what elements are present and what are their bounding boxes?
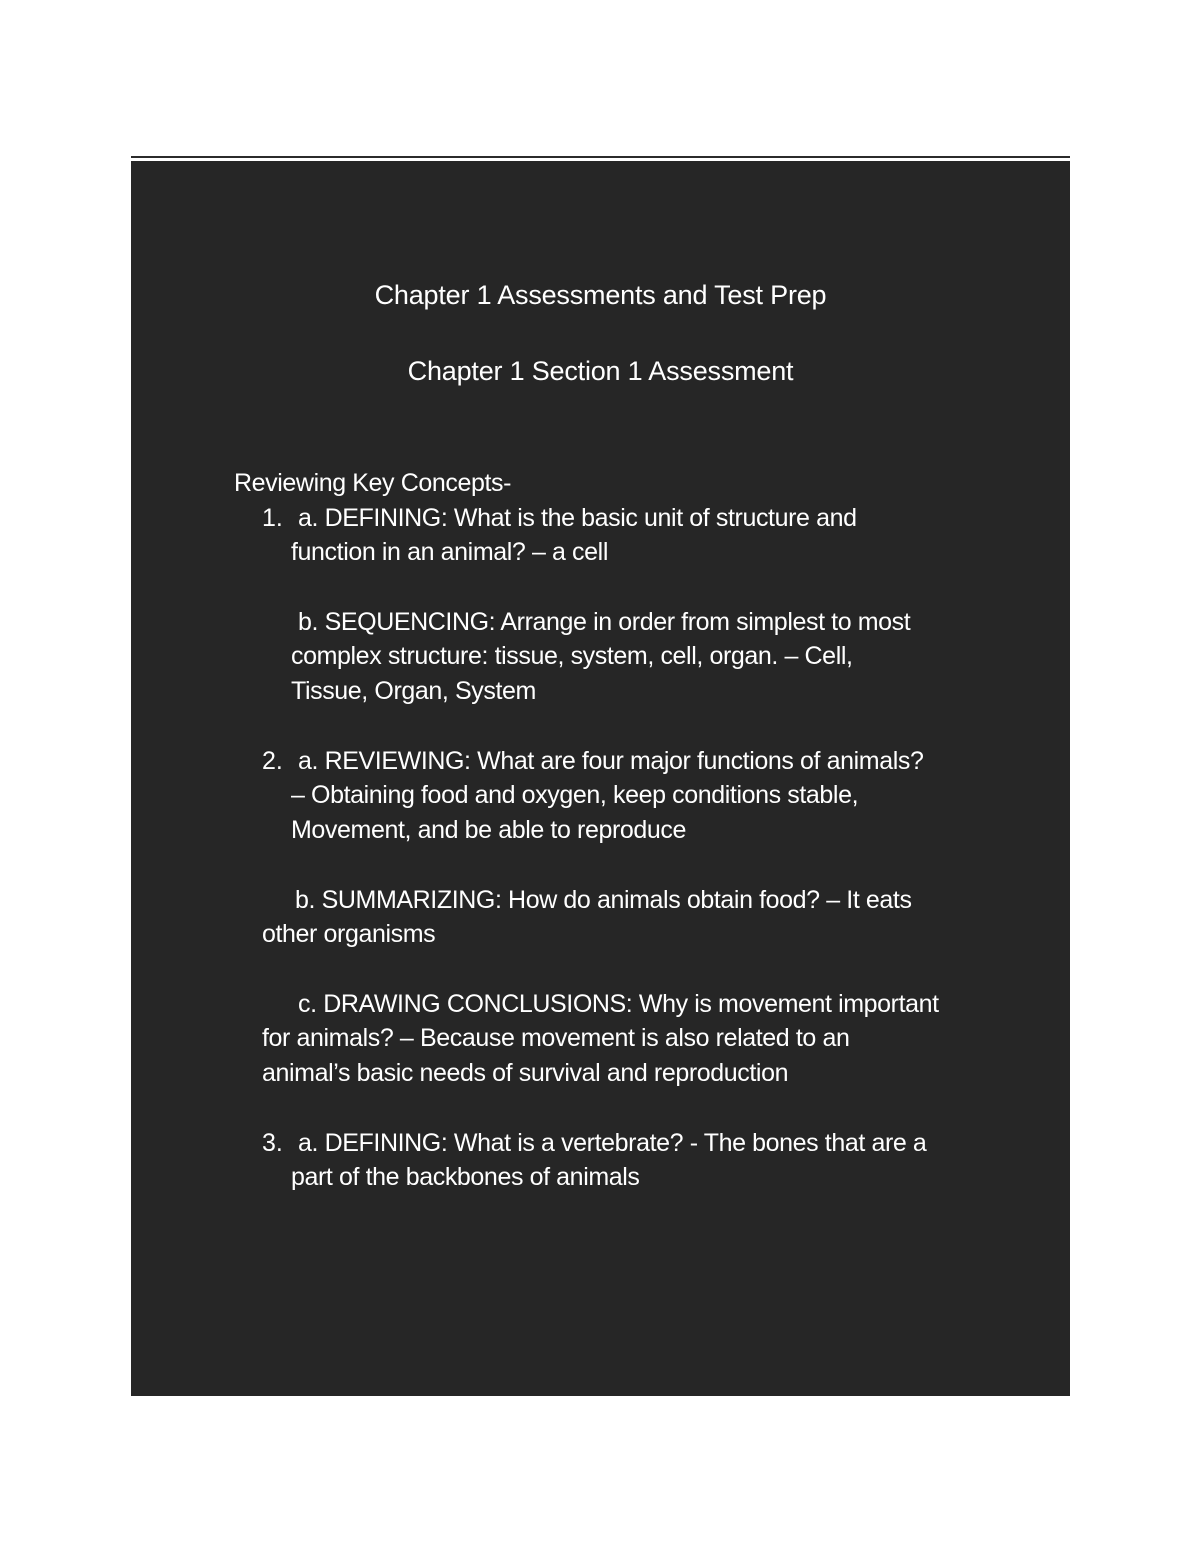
question-1b-line-3: Tissue, Organ, System	[291, 677, 536, 705]
question-2-number: 2.	[262, 747, 283, 775]
question-1a-line-2: function in an animal? – a cell	[291, 538, 608, 566]
section-heading: Reviewing Key Concepts-	[234, 469, 512, 497]
question-2a-line-2: – Obtaining food and oxygen, keep conditions stable,	[291, 781, 859, 809]
question-1a-line-1: a. DEFINING: What is the basic unit of structure and	[298, 504, 857, 532]
question-2a-line-1: a. REVIEWING: What are four major functions of animals?	[298, 747, 924, 775]
question-2b-line-1: b. SUMMARIZING: How do animals obtain food? – It eats	[295, 886, 912, 914]
question-1-number: 1.	[262, 504, 283, 532]
question-2c-line-1: c. DRAWING CONCLUSIONS: Why is movement important	[298, 990, 939, 1018]
question-3a-line-2: part of the backbones of animals	[291, 1163, 640, 1191]
document-subtitle: Chapter 1 Section 1 Assessment	[407, 356, 794, 386]
document-title: Chapter 1 Assessments and Test Prep	[374, 280, 827, 310]
document-panel	[131, 161, 1070, 1396]
top-rule	[131, 156, 1070, 158]
question-1b-line-2: complex structure: tissue, system, cell, organ. – Cell,	[291, 642, 853, 670]
question-2b-line-2: other organisms	[262, 920, 436, 948]
question-3-number: 3.	[262, 1129, 283, 1157]
question-3a-line-1: a. DEFINING: What is a vertebrate? - The bones that are a	[298, 1129, 927, 1157]
question-2a-line-3: Movement, and be able to reproduce	[291, 816, 686, 844]
question-2c-line-3: animal’s basic needs of survival and reproduction	[262, 1059, 789, 1087]
question-2c-line-2: for animals? – Because movement is also related to an	[262, 1024, 850, 1052]
question-1b-line-1: b. SEQUENCING: Arrange in order from simplest to most	[298, 608, 911, 636]
